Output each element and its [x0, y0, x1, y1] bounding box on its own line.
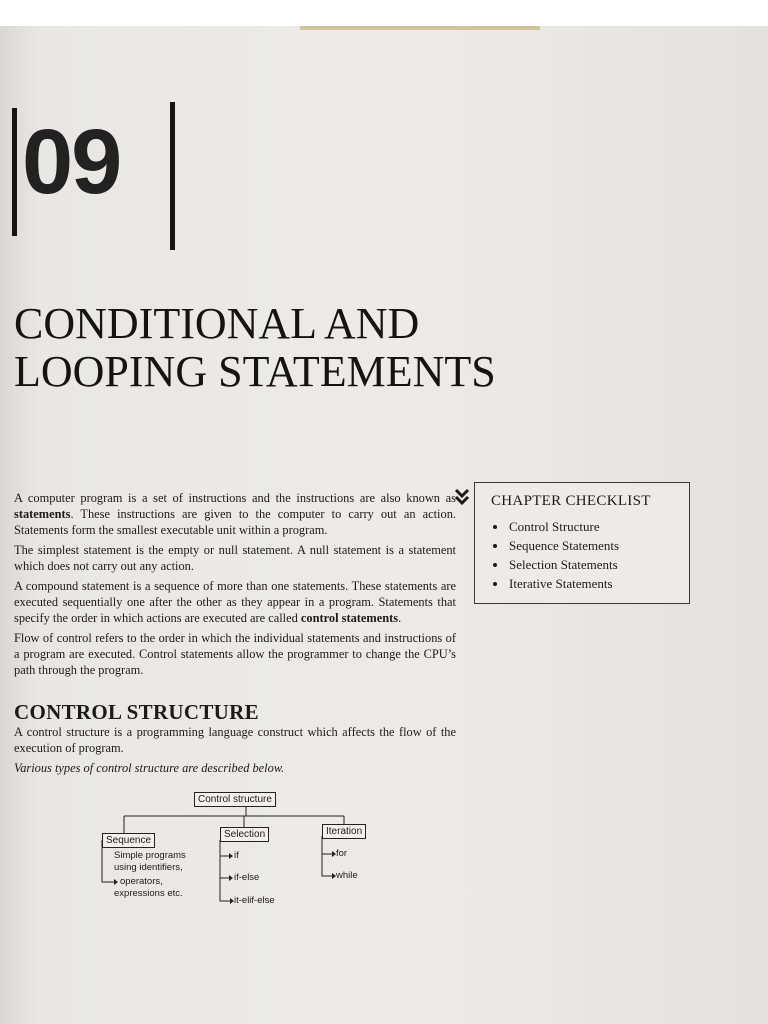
scan-top-margin	[0, 0, 768, 26]
control-structure-paragraph: A control structure is a programming language construct which affects the flow of the execution of program.	[14, 725, 456, 755]
section-heading-control-structure: CONTROL STRUCTURE	[14, 700, 259, 724]
intro-paragraph-3	[14, 578, 456, 626]
arrow-head	[114, 879, 118, 885]
checklist-item: Control Structure	[489, 517, 619, 536]
diagram-node-control-structure: Control structure	[194, 792, 276, 807]
intro-paragraph-4: Flow of control refers to the order in which the individual statements and instructions of a program are executed. Control statements allow the programmer to change the CPU’s path through the program.	[14, 631, 456, 677]
iteration-item-while: while	[336, 870, 358, 881]
iteration-item-for: for	[336, 848, 348, 859]
sequence-description-line: Simple programs	[114, 850, 186, 861]
intro-text	[14, 490, 456, 682]
sequence-description-line: using identifiers,	[114, 862, 183, 873]
intro-paragraph-1	[14, 490, 456, 538]
selection-item-if-elif-else: it-elif-else	[234, 895, 275, 906]
intro-p3-start: A compound statement is a sequence of more than one statements. These statements are executed sequentially one after the other as they appear in a program. Statements that specify the order in which actions are executed are called	[14, 579, 456, 625]
control-structure-note-text: Various types of control structure are described below.	[14, 761, 285, 775]
checklist-items	[489, 517, 619, 593]
checklist-title: CHAPTER CHECKLIST	[491, 493, 651, 509]
chapter-checklist	[474, 482, 690, 604]
chapter-title-line-2: LOOPING STATEMENTS	[14, 347, 496, 396]
diagram-node-sequence: Sequence	[102, 833, 155, 848]
iteration-arrow-line	[322, 836, 332, 876]
intro-p3-end: .	[398, 611, 402, 625]
diagram-node-selection: Selection	[220, 827, 269, 842]
chapter-number: 09	[22, 111, 121, 213]
selection-item-if-else: if-else	[234, 872, 260, 883]
binding-edge	[300, 26, 540, 30]
chapter-number-left-rule	[12, 108, 17, 236]
intro-p1-start: A computer program is a set of instructions and the instructions are also known as	[14, 491, 456, 505]
checklist-item: Iterative Statements	[489, 574, 619, 593]
checklist-item: Sequence Statements	[489, 536, 619, 555]
chapter-number-right-rule	[170, 102, 175, 250]
intro-p1-end: . These instructions are given to the computer to carry out an action. Statements form the smallest executable unit within a program.	[14, 507, 456, 537]
sequence-description-line: operators,	[120, 876, 163, 887]
selection-item-if: if	[234, 850, 239, 861]
control-structure-note	[14, 760, 456, 776]
control-structure-diagram	[96, 790, 376, 905]
intro-paragraph-2: The simplest statement is the empty or null statement. A null statement is a statement which does not carry out any action.	[14, 543, 456, 573]
term-statements: statements	[14, 507, 71, 521]
double-chevron-down-icon	[454, 488, 470, 506]
arrow-head	[229, 853, 233, 859]
diagram-node-iteration: Iteration	[322, 824, 366, 839]
checklist-item: Selection Statements	[489, 555, 619, 574]
chapter-title-line-1: CONDITIONAL AND	[14, 299, 420, 348]
sequence-description-line: expressions etc.	[114, 888, 183, 899]
chapter-title	[14, 300, 634, 396]
selection-arrow-line	[220, 840, 230, 901]
arrow-head	[229, 875, 233, 881]
control-structure-text	[14, 724, 456, 780]
term-control-statements: control statements	[300, 611, 399, 625]
